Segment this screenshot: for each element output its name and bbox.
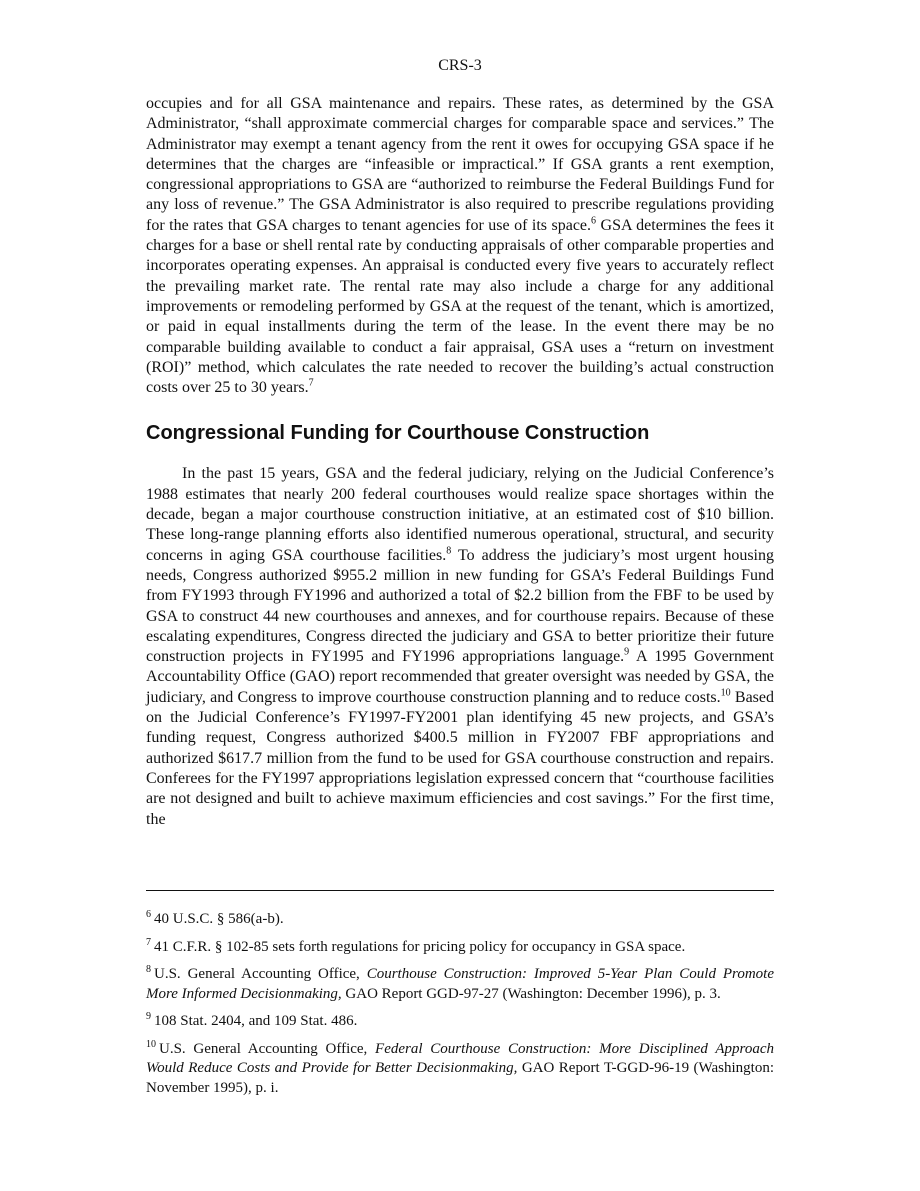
page-number-header: CRS-3 [438, 57, 482, 74]
footnote-text: 41 C.F.R. § 102-85 sets forth regulations for pricing policy for occupancy in GSA space. [154, 938, 686, 955]
footnote-text: GAO Report GGD-97-27 (Washington: December 1996), p. 3. [341, 985, 721, 1002]
footnote-text: 40 U.S.C. § 586(a-b). [154, 911, 284, 927]
body-paragraph-2 [146, 464, 774, 829]
paragraph-text: A 1995 Government Accountability Office (GAO) report recommended that greater oversight was needed by GSA, the judiciary, and Congress to improve courthouse construction planning and to reduce costs. [146, 648, 774, 706]
footnote-report-title: Courthouse Construction: Improved 5-Year Plan Could Promote More Informed Decisionmaking, [146, 966, 774, 1002]
footnote-number: 9 [146, 1011, 151, 1022]
paragraph-text: In the past 15 years, GSA and the federal judiciary, relying on the Judicial Conference’s 1988 estimates that nearly 200 federal courthouses would realize space shortages within the decade, began a major courthouse construction initiative, at an estimated cost of $10 billion. These long-range planning efforts also identified numerous operational, structural, and security concerns in aging GSA courthouse facilities. [146, 465, 774, 564]
footnote-8 [146, 965, 774, 1004]
body-paragraph-1 [146, 94, 774, 398]
footnote-text: GAO Report T-GGD-96-19 (Washington: November 1995), p. i. [146, 1060, 774, 1096]
footnote-9 [146, 1012, 774, 1032]
main-text [146, 94, 774, 830]
footnote-number: 7 [146, 936, 151, 948]
footnote-divider [146, 890, 774, 891]
paragraph-text: Based on the Judicial Conference’s FY1997-FY2001 plan identifying 45 new projects, and GSA’s funding request, Congress authorized $400.5 million in FY2007 FBF appropriations and authorized $617.7 million from the fund to be used for GSA courthouse construction and repairs. Conferees for the FY1997 appropriations legislation expressed concern that “courthouse facilities are not designed and built to achieve maximum efficiencies and cost savings.” For the first time, the [146, 688, 775, 828]
paragraph-text: occupies and for all GSA maintenance and repairs. These rates, as determined by the GSA Administrator, “shall approximate commercial charges for comparable space and services.” The Administrator may exempt a tenant agency from the rent it owes for occupying GSA space if he determines that the charges are “infeasible or impractical.” If GSA grants a rent exemption, congressional appropriations to GSA are “authorized to reimburse the Federal Buildings Fund for any loss of revenue.” The GSA Administrator is also required to prescribe regulations providing for the rates that GSA charges to tenant agencies for use of its space. [146, 95, 774, 234]
footnote-text: 108 Stat. 2404, and 109 Stat. 486. [154, 1013, 358, 1029]
footnote-number: 10 [146, 1038, 156, 1050]
footnote-ref[interactable]: 7 [308, 377, 314, 389]
paragraph-text: To address the judiciary’s most urgent housing needs, Congress authorized $955.2 million in new funding for GSA’s Federal Buildings Fund from FY1993 through FY1996 and authorized a total of $2.2 billion from the FBF to be used by GSA to construct 44 new courthouses and annexes, and for courthouse repairs. Because of these escalating expenditures, Congress directed the judiciary and GSA to better prioritize their future construction projects in FY1995 and FY1996 appropriations language. [146, 546, 775, 666]
footnote-7 [146, 938, 774, 958]
footnote-number: 6 [146, 909, 151, 920]
footnote-number: 8 [146, 964, 151, 975]
footnote-10 [146, 1040, 774, 1099]
footnote-ref[interactable]: 9 [624, 646, 630, 658]
section-heading: Congressional Funding for Courthouse Construction [146, 422, 650, 445]
footnote-ref[interactable]: 10 [720, 687, 731, 699]
footnote-text: U.S. General Accounting Office, [159, 1040, 376, 1057]
footnote-text: U.S. General Accounting Office, [154, 966, 367, 982]
footnote-report-title: Federal Courthouse Construction: More Disciplined Approach Would Reduce Costs and Provide for Better Decisionmaking, [146, 1040, 774, 1076]
paragraph-text: GSA determines the fees it charges for a base or shell rental rate by conducting appraisals of other comparable properties and incorporates operating expenses. An appraisal is conducted every five years to accurately reflect the prevailing market rate. The rental rate may also include a charge for any additional improvements or remodeling performed by GSA at the request of the tenant, which is amortized, or paid in equal installments during the term of the lease. In the event there may be no comparable building available to conduct a fair appraisal, GSA uses a “return on investment (ROI)” method, which calculates the rate needed to recover the building’s actual construction costs over 25 to 30 years. [146, 216, 775, 397]
footnotes [146, 910, 774, 1106]
footnote-ref[interactable]: 8 [446, 545, 452, 557]
footnote-6 [146, 910, 774, 930]
footnote-ref[interactable]: 6 [591, 215, 597, 227]
